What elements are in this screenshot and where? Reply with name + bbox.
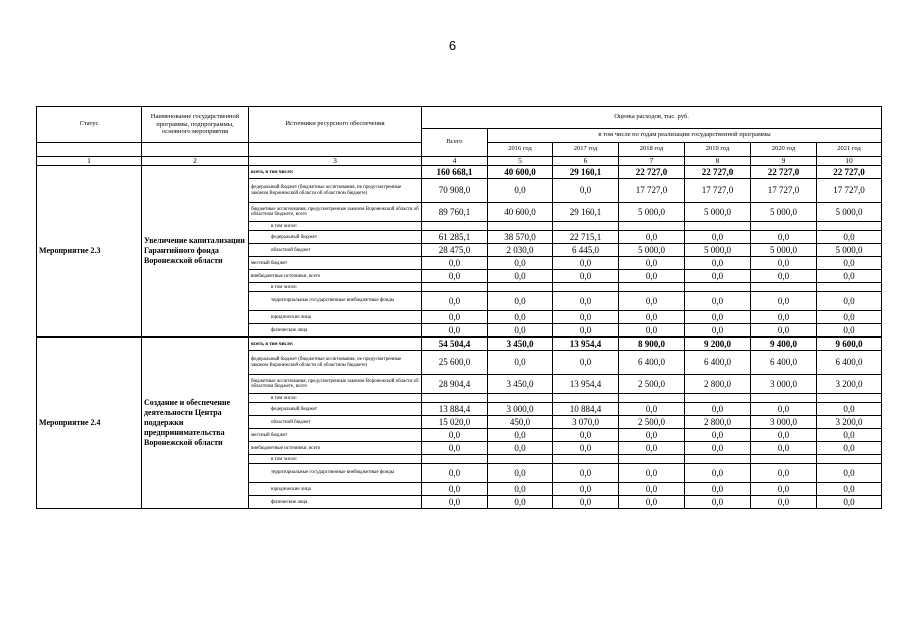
value-cell: 29 160,1 (553, 203, 619, 222)
table-row (37, 337, 882, 351)
header-filler-1 (37, 143, 142, 157)
value-cell: 0,0 (488, 179, 553, 203)
value-cell: 15 020,0 (422, 416, 488, 429)
col-number: 1 (37, 157, 142, 166)
value-cell (751, 394, 817, 403)
source-label: физические лица (249, 496, 422, 509)
value-cell: 28 904,4 (422, 375, 488, 394)
value-cell: 0,0 (488, 257, 553, 270)
value-cell: 0,0 (422, 324, 488, 338)
value-cell: 0,0 (751, 311, 817, 324)
header-year-2020: 2020 год (751, 143, 817, 157)
col-number: 5 (488, 157, 553, 166)
col-number: 2 (142, 157, 249, 166)
value-cell: 0,0 (619, 292, 685, 311)
value-cell: 5 000,0 (751, 203, 817, 222)
value-cell: 5 000,0 (817, 203, 882, 222)
value-cell: 0,0 (422, 429, 488, 442)
value-cell: 0,0 (685, 483, 751, 496)
value-cell: 0,0 (685, 429, 751, 442)
value-cell (422, 455, 488, 464)
value-cell: 0,0 (817, 292, 882, 311)
value-cell: 28 475,0 (422, 244, 488, 257)
col-number: 3 (249, 157, 422, 166)
value-cell (422, 283, 488, 292)
source-label: территориальные государственные внебюджетные фонды (249, 292, 422, 311)
source-label: бюджетные ассигнования, предусмотренные законом Воронежской области об областном бюджете, всего (249, 203, 422, 222)
value-cell: 0,0 (553, 351, 619, 375)
source-label: в том числе: (249, 394, 422, 403)
value-cell (619, 455, 685, 464)
value-cell: 38 570,0 (488, 231, 553, 244)
source-label: федеральный бюджет (249, 403, 422, 416)
value-cell: 61 285,1 (422, 231, 488, 244)
value-cell: 0,0 (488, 442, 553, 455)
header-year-2016: 2016 год (488, 143, 553, 157)
value-cell: 40 600,0 (488, 166, 553, 179)
value-cell: 9 200,0 (685, 337, 751, 351)
value-cell: 0,0 (619, 464, 685, 483)
value-cell: 0,0 (553, 292, 619, 311)
value-cell: 54 504,4 (422, 337, 488, 351)
page-number: 6 (448, 38, 457, 53)
header-estimate: Оценка расходов, тыс. руб. (422, 107, 882, 129)
value-cell: 0,0 (751, 324, 817, 338)
value-cell: 22 715,1 (553, 231, 619, 244)
value-cell (619, 222, 685, 231)
value-cell: 0,0 (422, 442, 488, 455)
value-cell: 6 400,0 (751, 351, 817, 375)
value-cell: 9 400,0 (751, 337, 817, 351)
value-cell: 0,0 (751, 403, 817, 416)
value-cell: 0,0 (619, 429, 685, 442)
row-name: Увеличение капитализации Гарантийного фонда Воронежской области (142, 166, 249, 338)
value-cell: 0,0 (751, 429, 817, 442)
value-cell (817, 455, 882, 464)
header-year-2021: 2021 год (817, 143, 882, 157)
value-cell: 0,0 (488, 292, 553, 311)
header-sources: Источники ресурсного обеспечения (249, 107, 422, 143)
source-label: в том числе: (249, 283, 422, 292)
value-cell: 5 000,0 (619, 203, 685, 222)
header-status: Статус (37, 107, 142, 143)
value-cell: 0,0 (553, 483, 619, 496)
value-cell: 40 600,0 (488, 203, 553, 222)
row-name: Создание и обеспечение деятельности Центра поддержки предпринимательства Воронежской области (142, 337, 249, 509)
value-cell: 0,0 (422, 311, 488, 324)
value-cell: 29 160,1 (553, 166, 619, 179)
source-label: федеральный бюджет (бюджетные ассигнования, не предусмотренные законом Воронежской области об областном бюджете) (249, 179, 422, 203)
table-row (37, 166, 882, 179)
value-cell: 0,0 (488, 324, 553, 338)
value-cell: 2 500,0 (619, 375, 685, 394)
value-cell (619, 394, 685, 403)
value-cell: 9 600,0 (817, 337, 882, 351)
header-filler-2 (142, 143, 249, 157)
value-cell: 3 200,0 (817, 416, 882, 429)
value-cell (553, 394, 619, 403)
value-cell: 0,0 (685, 496, 751, 509)
value-cell: 0,0 (422, 270, 488, 283)
source-label: областной бюджет (249, 416, 422, 429)
value-cell: 0,0 (553, 464, 619, 483)
value-cell: 0,0 (488, 351, 553, 375)
value-cell: 0,0 (685, 257, 751, 270)
value-cell: 22 727,0 (751, 166, 817, 179)
value-cell: 0,0 (619, 483, 685, 496)
value-cell (619, 283, 685, 292)
value-cell: 22 727,0 (685, 166, 751, 179)
value-cell (685, 394, 751, 403)
value-cell: 17 727,0 (685, 179, 751, 203)
value-cell: 0,0 (619, 270, 685, 283)
value-cell: 0,0 (619, 442, 685, 455)
source-label: всего, в том числе: (249, 337, 422, 351)
value-cell: 3 000,0 (751, 375, 817, 394)
row-status: Мероприятие 2.4 (37, 337, 142, 509)
col-number: 7 (619, 157, 685, 166)
value-cell: 10 884,4 (553, 403, 619, 416)
value-cell: 3 200,0 (817, 375, 882, 394)
value-cell: 13 954,4 (553, 337, 619, 351)
value-cell: 0,0 (553, 179, 619, 203)
value-cell: 0,0 (553, 311, 619, 324)
value-cell (422, 222, 488, 231)
value-cell (553, 283, 619, 292)
source-label: юридические лица (249, 483, 422, 496)
value-cell: 0,0 (422, 257, 488, 270)
value-cell (817, 222, 882, 231)
source-label: областной бюджет (249, 244, 422, 257)
value-cell: 0,0 (817, 311, 882, 324)
value-cell: 0,0 (488, 483, 553, 496)
value-cell: 5 000,0 (751, 244, 817, 257)
header-name: Наименование государственной программы, подпрограммы, основного мероприятия (142, 107, 249, 143)
value-cell: 0,0 (817, 483, 882, 496)
value-cell: 2 500,0 (619, 416, 685, 429)
value-cell: 0,0 (685, 292, 751, 311)
source-label: в том числе: (249, 222, 422, 231)
value-cell (751, 455, 817, 464)
value-cell: 5 000,0 (685, 203, 751, 222)
value-cell: 6 400,0 (685, 351, 751, 375)
value-cell: 0,0 (553, 324, 619, 338)
value-cell: 3 000,0 (751, 416, 817, 429)
value-cell: 3 450,0 (488, 337, 553, 351)
value-cell: 0,0 (817, 324, 882, 338)
value-cell (685, 222, 751, 231)
value-cell (751, 283, 817, 292)
source-label: внебюджетные источники, всего (249, 442, 422, 455)
source-label: юридические лица (249, 311, 422, 324)
value-cell: 0,0 (619, 403, 685, 416)
value-cell: 0,0 (488, 311, 553, 324)
value-cell (553, 455, 619, 464)
value-cell: 89 760,1 (422, 203, 488, 222)
header-year-2018: 2018 год (619, 143, 685, 157)
value-cell: 6 400,0 (817, 351, 882, 375)
value-cell: 3 070,0 (553, 416, 619, 429)
value-cell: 3 450,0 (488, 375, 553, 394)
row-status: Мероприятие 2.3 (37, 166, 142, 338)
value-cell (817, 283, 882, 292)
source-label: федеральный бюджет (бюджетные ассигнования, не предусмотренные законом Воронежской области об областном бюджете) (249, 351, 422, 375)
value-cell: 0,0 (553, 270, 619, 283)
source-label: федеральный бюджет (249, 231, 422, 244)
source-label: физические лица (249, 324, 422, 338)
source-label: всего, в том числе: (249, 166, 422, 179)
value-cell: 5 000,0 (685, 244, 751, 257)
value-cell: 0,0 (685, 231, 751, 244)
value-cell: 0,0 (817, 257, 882, 270)
value-cell: 0,0 (817, 231, 882, 244)
value-cell: 0,0 (422, 464, 488, 483)
value-cell: 25 600,0 (422, 351, 488, 375)
value-cell: 6 445,0 (553, 244, 619, 257)
value-cell: 0,0 (817, 270, 882, 283)
value-cell: 0,0 (553, 429, 619, 442)
value-cell (422, 394, 488, 403)
value-cell: 0,0 (751, 496, 817, 509)
value-cell (488, 455, 553, 464)
value-cell: 450,0 (488, 416, 553, 429)
value-cell (488, 222, 553, 231)
value-cell: 0,0 (685, 270, 751, 283)
header-total: Всего (422, 129, 488, 157)
value-cell (817, 394, 882, 403)
col-number: 9 (751, 157, 817, 166)
source-label: внебюджетные источники, всего (249, 270, 422, 283)
value-cell (488, 283, 553, 292)
value-cell: 0,0 (817, 464, 882, 483)
source-label: территориальные государственные внебюджетные фонды (249, 464, 422, 483)
value-cell: 0,0 (751, 464, 817, 483)
value-cell: 0,0 (488, 496, 553, 509)
header-year-2019: 2019 год (685, 143, 751, 157)
value-cell: 0,0 (751, 483, 817, 496)
source-label: в том числе: (249, 455, 422, 464)
col-number: 6 (553, 157, 619, 166)
column-numbers-row (37, 157, 882, 166)
value-cell: 0,0 (751, 257, 817, 270)
value-cell: 5 000,0 (619, 244, 685, 257)
value-cell: 0,0 (619, 311, 685, 324)
source-label: местный бюджет (249, 429, 422, 442)
value-cell: 22 727,0 (817, 166, 882, 179)
value-cell: 0,0 (751, 292, 817, 311)
source-label: бюджетные ассигнования, предусмотренные законом Воронежской области об областном бюджете, всего (249, 375, 422, 394)
value-cell: 0,0 (422, 292, 488, 311)
value-cell: 0,0 (751, 270, 817, 283)
value-cell: 0,0 (751, 442, 817, 455)
value-cell (488, 394, 553, 403)
value-cell: 0,0 (553, 257, 619, 270)
value-cell: 0,0 (685, 311, 751, 324)
value-cell: 0,0 (751, 231, 817, 244)
value-cell: 0,0 (422, 496, 488, 509)
value-cell (685, 455, 751, 464)
value-cell: 0,0 (685, 464, 751, 483)
value-cell: 0,0 (488, 429, 553, 442)
header-by-years: в том числе по годам реализации государственной программы (488, 129, 882, 143)
value-cell: 13 954,4 (553, 375, 619, 394)
value-cell: 0,0 (619, 257, 685, 270)
value-cell: 3 000,0 (488, 403, 553, 416)
value-cell: 0,0 (817, 496, 882, 509)
value-cell: 0,0 (685, 403, 751, 416)
value-cell: 0,0 (685, 442, 751, 455)
value-cell: 0,0 (817, 403, 882, 416)
value-cell: 17 727,0 (817, 179, 882, 203)
expenditure-table (36, 106, 882, 509)
value-cell (553, 222, 619, 231)
value-cell: 0,0 (619, 324, 685, 338)
header-year-2017: 2017 год (553, 143, 619, 157)
value-cell: 0,0 (817, 442, 882, 455)
value-cell: 0,0 (553, 442, 619, 455)
value-cell: 0,0 (619, 231, 685, 244)
value-cell: 0,0 (488, 270, 553, 283)
col-number: 10 (817, 157, 882, 166)
col-number: 8 (685, 157, 751, 166)
value-cell: 0,0 (488, 464, 553, 483)
value-cell: 6 400,0 (619, 351, 685, 375)
value-cell: 0,0 (553, 496, 619, 509)
value-cell: 2 030,0 (488, 244, 553, 257)
value-cell (751, 222, 817, 231)
value-cell: 17 727,0 (751, 179, 817, 203)
value-cell: 8 900,0 (619, 337, 685, 351)
value-cell: 22 727,0 (619, 166, 685, 179)
source-label: местный бюджет (249, 257, 422, 270)
header-filler-3 (249, 143, 422, 157)
value-cell: 0,0 (685, 324, 751, 338)
value-cell: 0,0 (619, 496, 685, 509)
value-cell: 5 000,0 (817, 244, 882, 257)
value-cell: 2 800,0 (685, 375, 751, 394)
value-cell (685, 283, 751, 292)
value-cell: 160 668,1 (422, 166, 488, 179)
value-cell: 0,0 (817, 429, 882, 442)
value-cell: 13 884,4 (422, 403, 488, 416)
value-cell: 0,0 (422, 483, 488, 496)
value-cell: 70 908,0 (422, 179, 488, 203)
col-number: 4 (422, 157, 488, 166)
value-cell: 17 727,0 (619, 179, 685, 203)
value-cell: 2 800,0 (685, 416, 751, 429)
